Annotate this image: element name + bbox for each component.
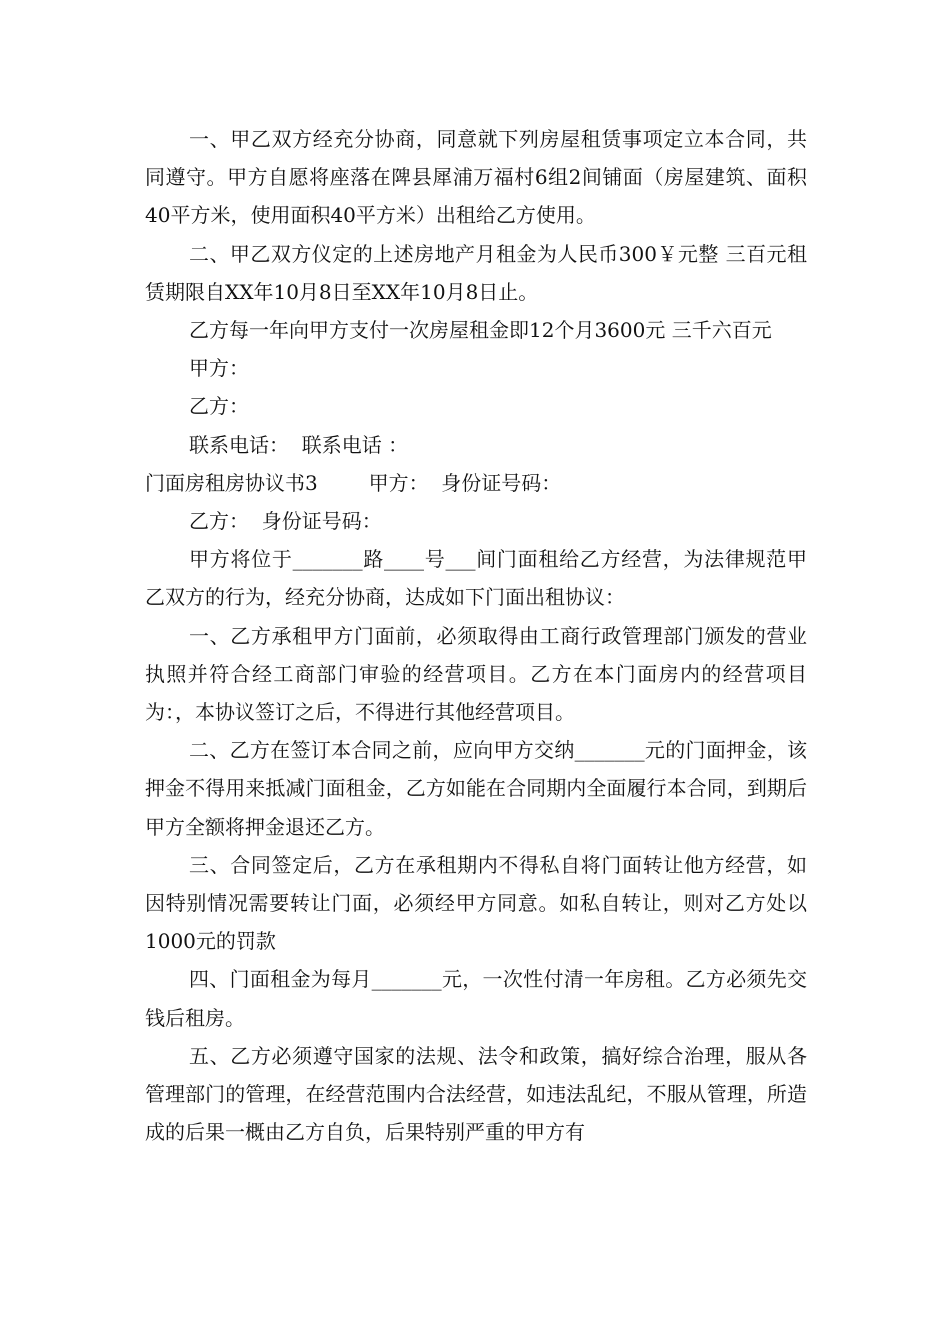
party-a-line: 甲方： bbox=[189, 356, 249, 381]
paragraph-3: 乙方每一年向甲方支付一次房屋租金即12个月3600元 三千六百元 bbox=[189, 318, 772, 343]
contact-phone-line: 联系电话： 联系电话 ： bbox=[189, 432, 409, 457]
agreement-3-heading: 门面房租房协议书3 甲方： 身份证号码： bbox=[145, 470, 562, 495]
paragraph-2: 二、甲乙双方仪定的上述房地产月租金为人民币300￥元整 三百元租赁期限自XX年10月8日至XX年10月8日止。 bbox=[145, 241, 807, 304]
paragraph-intro: 甲方将位于_______路____号___间门面租给乙方经营，为法律规范甲乙双方的行为，经充分协商，达成如下门面出租协议： bbox=[145, 547, 807, 610]
clause-1: 一、乙方承租甲方门面前，必须取得由工商行政管理部门颁发的营业执照并符合经工商部门审验的经营项目。乙方在本门面房内的经营项目为：，本协议签订之后，不得进行其他经营项目。 bbox=[145, 623, 807, 725]
clause-4: 四、门面租金为每月_______元，一次性付清一年房租。乙方必须先交钱后租房。 bbox=[145, 967, 807, 1030]
paragraph-1: 一、甲乙双方经充分协商，同意就下列房屋租赁事项定立本合同，共同遵守。甲方自愿将座落在陴县犀浦万福村6组2间铺面（房屋建筑、面积40平方米，使用面积40平方米）出租给乙方使用。 bbox=[145, 127, 807, 228]
party-b-id-line: 乙方： 身份证号码： bbox=[189, 509, 382, 534]
party-b-line: 乙方： bbox=[189, 394, 249, 419]
clause-3: 三、合同签定后，乙方在承租期内不得私自将门面转让他方经营，如因特别情况需要转让门面，必须经甲方同意。如私自转让，则对乙方处以1000元的罚款 bbox=[145, 852, 807, 954]
document-body bbox=[145, 120, 807, 1151]
clause-2: 二、乙方在签订本合同之前，应向甲方交纳_______元的门面押金，该押金不得用来抵减门面租金，乙方如能在合同期内全面履行本合同，到期后甲方全额将押金退还乙方。 bbox=[145, 738, 807, 839]
clause-5: 五、乙方必须遵守国家的法规、法令和政策，搞好综合治理，服从各管理部门的管理，在经营范围内合法经营，如违法乱纪，不服从管理，所造成的后果一概由乙方自负，后果特别严重的甲方有 bbox=[145, 1043, 807, 1145]
